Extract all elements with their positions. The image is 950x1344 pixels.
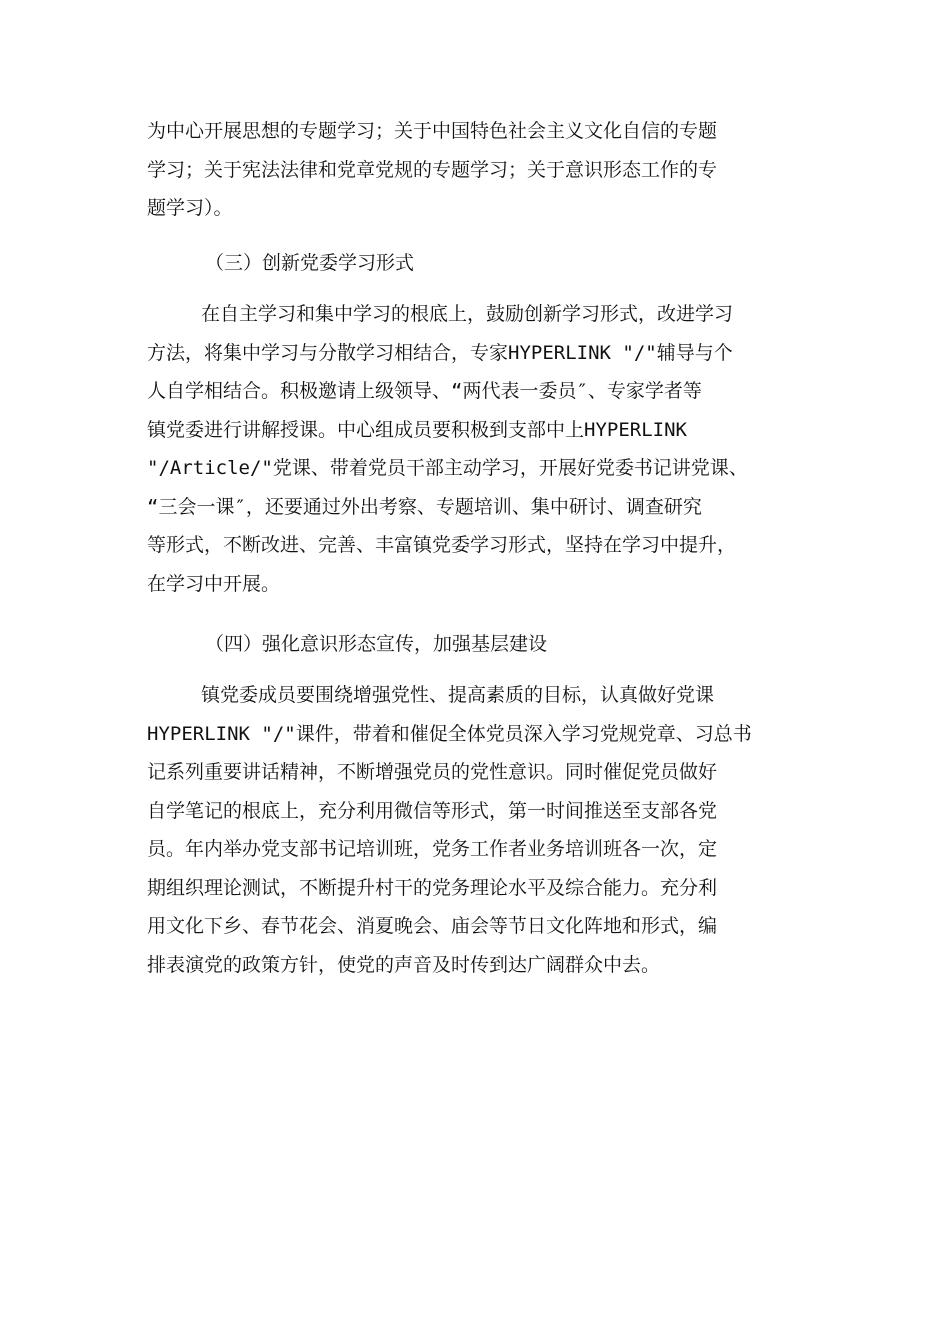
paragraph-line: 题学习）。 — [147, 197, 233, 219]
section-heading-3 — [147, 244, 807, 283]
paragraph-line: 期组织理论测试，不断提升村干的党务理论水平及综合能力。充分利 — [147, 876, 718, 899]
paragraph-line: 学习；关于宪法法律和党章党规的专题学习；关于意识形态工作的专 — [147, 158, 718, 181]
paragraph-line: 在自主学习和集中学习的根底上，鼓励创新学习形式，改进学习 — [201, 303, 734, 325]
paragraph-line: “三会一课″，还要通过外出考察、专题培训、集中研讨、调查研究 — [147, 495, 702, 518]
paragraph-line: 镇党委成员要围绕增强党性、提高素质的目标，认真做好党课 — [201, 684, 715, 706]
paragraph-line: 人自学相结合。积极邀请上级领导、“两代表一委员″、专家学者等 — [147, 380, 702, 402]
section-heading-4 — [147, 625, 807, 664]
paragraph-line: 在学习中开展。 — [147, 572, 281, 595]
paragraph-innovate-learning — [147, 295, 807, 603]
paragraph-study-topics — [147, 112, 807, 228]
paragraph-line: "/Article/"党课、带着党员干部主动学习，开展好党委书记讲党课、 — [147, 457, 748, 479]
paragraph-line: 用文化下乡、春节花会、消夏晚会、庙会等节日文化阵地和形式，编 — [147, 915, 718, 937]
paragraph-line: HYPERLINK "/"课件，带着和催促全体党员深入学习党规党章、习总书 — [147, 722, 752, 745]
paragraph-ideology-promotion — [147, 676, 807, 984]
paragraph-line: 镇党委进行讲解授课。中心组成员要积极到支部中上HYPERLINK — [147, 418, 687, 441]
paragraph-line: 员。年内举办党支部书记培训班，党务工作者业务培训班各一次，定 — [147, 838, 718, 860]
paragraph-line: 自学笔记的根底上，充分利用微信等形式，第一时间推送至支部各党 — [147, 799, 718, 822]
paragraph-line: 为中心开展思想的专题学习；关于中国特色社会主义文化自信的专题 — [147, 120, 718, 142]
heading-text: （四）强化意识形态宣传，加强基层建设 — [205, 633, 548, 655]
paragraph-line: 方法，将集中学习与分散学习相结合，专家HYPERLINK "/"辅导与个 — [147, 341, 733, 364]
paragraph-line: 记系列重要讲话精神，不断增强党员的党性意识。同时催促党员做好 — [147, 761, 718, 783]
heading-text: （三）创新党委学习形式 — [205, 252, 415, 274]
paragraph-line: 等形式，不断改进、完善、丰富镇党委学习形式，坚持在学习中提升， — [147, 534, 737, 556]
paragraph-line: 排表演党的政策方针，使党的声音及时传到达广阔群众中去。 — [147, 953, 661, 976]
